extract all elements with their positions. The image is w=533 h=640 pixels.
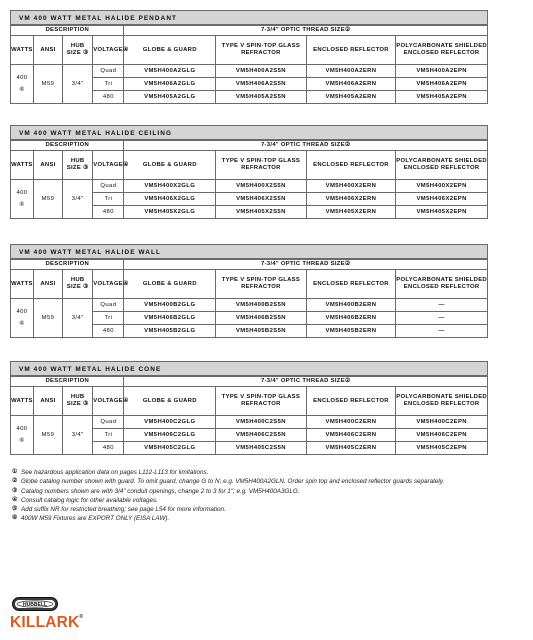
footnotes xyxy=(12,468,482,524)
hub-size-cell: 3/4" xyxy=(63,299,93,338)
enclosed-reflector-catalog-number: VM5H400C2ERN xyxy=(306,416,396,429)
enclosed-reflector-catalog-number: VM5H405C2ERN xyxy=(306,442,396,455)
footnote-2 xyxy=(12,477,482,486)
section-title: VM 400 WATT METAL HALIDE CEILING xyxy=(10,125,488,140)
footnote-number: ① xyxy=(12,469,18,475)
enclosed-reflector-catalog-number: VM5H405B2ERN xyxy=(306,325,396,338)
voltage-cell: Tri xyxy=(93,193,124,206)
spec-table xyxy=(10,25,488,104)
enclosed-reflector-header: ENCLOSED REFLECTOR xyxy=(306,387,396,416)
watts-cell: 400 ⑥ xyxy=(11,180,34,219)
description-header: DESCRIPTION xyxy=(11,260,124,270)
type-v-refractor-header: TYPE V SPIN-TOP GLASS REFRACTOR xyxy=(216,270,307,299)
hub-size-header: HUB SIZE ③ xyxy=(63,270,93,299)
voltage-cell: 480 xyxy=(93,206,124,219)
killark-wordmark: KILLARK® xyxy=(10,614,84,631)
globe-guard-catalog-number: VM5H405C2GLG xyxy=(124,442,216,455)
enclosed-reflector-header: ENCLOSED REFLECTOR xyxy=(306,36,396,65)
spec-table xyxy=(10,259,488,338)
spec-table xyxy=(10,376,488,455)
hub-size-cell: 3/4" xyxy=(63,180,93,219)
spec-table xyxy=(10,140,488,219)
hub-size-header: HUB SIZE ③ xyxy=(63,36,93,65)
footnote-text: Consult catalog logic for other available voltages. xyxy=(21,496,158,504)
polycarbonate-reflector-header: POLYCARBONATE SHIELDED ENCLOSED REFLECTOR xyxy=(396,270,488,299)
footnote-4 xyxy=(12,496,482,505)
type-v-catalog-number: VM5H405C2S5N xyxy=(216,442,307,455)
polycarbonate-catalog-number: VM5H405A2EPN xyxy=(396,91,488,104)
footnote-text: Catalog numbers shown are with 3/4" conduit openings, change 2 to 3 for 1"; e.g. VM5H400A3GLG. xyxy=(21,487,300,495)
voltage-cell: Quad xyxy=(93,180,124,193)
optic-thread-header: 7-3/4" OPTIC THREAD SIZE② xyxy=(124,141,488,151)
voltage-cell: Quad xyxy=(93,65,124,78)
voltage-cell: 480 xyxy=(93,91,124,104)
enclosed-reflector-catalog-number: VM5H400B2ERN xyxy=(306,299,396,312)
footnote-text: 400W M59 Fixtures are EXPORT ONLY (EISA LAW). xyxy=(21,515,170,523)
voltage-header: VOLTAGE④ xyxy=(93,151,124,180)
section-title: VM 400 WATT METAL HALIDE PENDANT xyxy=(10,10,488,25)
ansi-header: ANSI xyxy=(33,151,62,180)
ansi-cell: M59 xyxy=(33,65,62,104)
polycarbonate-catalog-number: — xyxy=(396,325,488,338)
svg-text:HUBBELL: HUBBELL xyxy=(23,601,47,608)
globe-guard-catalog-number: VM5H405A2GLG xyxy=(124,91,216,104)
globe-guard-catalog-number: VM5H406C2GLG xyxy=(124,429,216,442)
voltage-cell: Quad xyxy=(93,416,124,429)
type-v-catalog-number: VM5H405B2S5N xyxy=(216,325,307,338)
ansi-header: ANSI xyxy=(33,36,62,65)
table-row xyxy=(11,65,488,78)
ansi-header: ANSI xyxy=(33,270,62,299)
voltage-header: VOLTAGE④ xyxy=(93,387,124,416)
polycarbonate-catalog-number: VM5H406A2EPN xyxy=(396,78,488,91)
footnote-5 xyxy=(12,505,482,514)
globe-guard-catalog-number: VM5H406A2GLG xyxy=(124,78,216,91)
polycarbonate-catalog-number: VM5H405C2EPN xyxy=(396,442,488,455)
watts-header: WATTS xyxy=(11,387,34,416)
polycarbonate-reflector-header: POLYCARBONATE SHIELDED ENCLOSED REFLECTOR xyxy=(396,387,488,416)
watts-header: WATTS xyxy=(11,36,34,65)
globe-guard-catalog-number: VM5H405X2GLG xyxy=(124,206,216,219)
voltage-cell: Tri xyxy=(93,78,124,91)
type-v-catalog-number: VM5H400A2S5N xyxy=(216,65,307,78)
polycarbonate-catalog-number: VM5H406X2EPN xyxy=(396,193,488,206)
footnote-3 xyxy=(12,487,482,496)
globe-guard-header: GLOBE & GUARD xyxy=(124,36,216,65)
ansi-cell: M59 xyxy=(33,416,62,455)
hubbell-badge-icon xyxy=(12,597,58,611)
type-v-catalog-number: VM5H406X2S5N xyxy=(216,193,307,206)
globe-guard-header: GLOBE & GUARD xyxy=(124,387,216,416)
enclosed-reflector-catalog-number: VM5H405X2ERN xyxy=(306,206,396,219)
voltage-cell: Tri xyxy=(93,312,124,325)
fixture-section-4 xyxy=(10,361,488,455)
table-row xyxy=(11,416,488,429)
globe-guard-catalog-number: VM5H406B2GLG xyxy=(124,312,216,325)
globe-guard-catalog-number: VM5H400C2GLG xyxy=(124,416,216,429)
type-v-catalog-number: VM5H406B2S5N xyxy=(216,312,307,325)
watts-cell: 400 ⑥ xyxy=(11,299,34,338)
globe-guard-catalog-number: VM5H400B2GLG xyxy=(124,299,216,312)
type-v-catalog-number: VM5H400B2S5N xyxy=(216,299,307,312)
polycarbonate-catalog-number: VM5H400X2EPN xyxy=(396,180,488,193)
footnote-number: ⑥ xyxy=(12,515,18,522)
globe-guard-header: GLOBE & GUARD xyxy=(124,270,216,299)
polycarbonate-reflector-header: POLYCARBONATE SHIELDED ENCLOSED REFLECTOR xyxy=(396,36,488,65)
watts-header: WATTS xyxy=(11,151,34,180)
table-row xyxy=(11,299,488,312)
hub-size-header: HUB SIZE ③ xyxy=(63,387,93,416)
fixture-section-2 xyxy=(10,125,488,219)
type-v-catalog-number: VM5H400X2S5N xyxy=(216,180,307,193)
fixture-section-1 xyxy=(10,10,488,104)
globe-guard-catalog-number: VM5H405B2GLG xyxy=(124,325,216,338)
hub-size-cell: 3/4" xyxy=(63,416,93,455)
polycarbonate-catalog-number: — xyxy=(396,299,488,312)
enclosed-reflector-catalog-number: VM5H406A2ERN xyxy=(306,78,396,91)
voltage-cell: 480 xyxy=(93,325,124,338)
enclosed-reflector-catalog-number: VM5H406C2ERN xyxy=(306,429,396,442)
ansi-header: ANSI xyxy=(33,387,62,416)
optic-thread-header: 7-3/4" OPTIC THREAD SIZE② xyxy=(124,260,488,270)
enclosed-reflector-catalog-number: VM5H406X2ERN xyxy=(306,193,396,206)
description-header: DESCRIPTION xyxy=(11,141,124,151)
footnote-text: See hazardous application data on pages L112-L113 for limitations. xyxy=(21,469,209,476)
type-v-refractor-header: TYPE V SPIN-TOP GLASS REFRACTOR xyxy=(216,151,307,180)
enclosed-reflector-catalog-number: VM5H406B2ERN xyxy=(306,312,396,325)
type-v-catalog-number: VM5H400C2S5N xyxy=(216,416,307,429)
polycarbonate-catalog-number: — xyxy=(396,312,488,325)
ansi-cell: M59 xyxy=(33,299,62,338)
table-row xyxy=(11,180,488,193)
voltage-cell: Quad xyxy=(93,299,124,312)
footnote-text: Add suffix NR for restricted breathing; see page L54 for more information. xyxy=(21,506,226,514)
footnote-number: ⑤ xyxy=(12,506,18,513)
voltage-cell: 480 xyxy=(93,442,124,455)
footnote-number: ④ xyxy=(12,496,18,503)
enclosed-reflector-header: ENCLOSED REFLECTOR xyxy=(306,270,396,299)
hub-size-cell: 3/4" xyxy=(63,65,93,104)
section-title: VM 400 WATT METAL HALIDE CONE xyxy=(10,361,488,376)
footnote-1 xyxy=(12,468,482,477)
killark-logo xyxy=(10,595,110,635)
voltage-header: VOLTAGE④ xyxy=(93,270,124,299)
voltage-cell: Tri xyxy=(93,429,124,442)
enclosed-reflector-catalog-number: VM5H400X2ERN xyxy=(306,180,396,193)
ansi-cell: M59 xyxy=(33,180,62,219)
section-title: VM 400 WATT METAL HALIDE WALL xyxy=(10,244,488,259)
enclosed-reflector-catalog-number: VM5H405A2ERN xyxy=(306,91,396,104)
globe-guard-catalog-number: VM5H400A2GLG xyxy=(124,65,216,78)
globe-guard-catalog-number: VM5H400X2GLG xyxy=(124,180,216,193)
watts-header: WATTS xyxy=(11,270,34,299)
globe-guard-header: GLOBE & GUARD xyxy=(124,151,216,180)
globe-guard-catalog-number: VM5H406X2GLG xyxy=(124,193,216,206)
type-v-refractor-header: TYPE V SPIN-TOP GLASS REFRACTOR xyxy=(216,36,307,65)
type-v-catalog-number: VM5H406C2S5N xyxy=(216,429,307,442)
description-header: DESCRIPTION xyxy=(11,26,124,36)
polycarbonate-catalog-number: VM5H400C2EPN xyxy=(396,416,488,429)
enclosed-reflector-header: ENCLOSED REFLECTOR xyxy=(306,151,396,180)
description-header: DESCRIPTION xyxy=(11,377,124,387)
optic-thread-header: 7-3/4" OPTIC THREAD SIZE② xyxy=(124,26,488,36)
polycarbonate-catalog-number: VM5H406C2EPN xyxy=(396,429,488,442)
type-v-catalog-number: VM5H406A2S5N xyxy=(216,78,307,91)
footnote-text: Globe catalog number shown with guard. To omit guard, change G to N; e.g. VM5H400A2GLN. Order spin top and enclosed reflector guards separately. xyxy=(21,478,445,486)
polycarbonate-catalog-number: VM5H400A2EPN xyxy=(396,65,488,78)
hub-size-header: HUB SIZE ③ xyxy=(63,151,93,180)
fixture-section-3 xyxy=(10,244,488,338)
watts-cell: 400 ⑥ xyxy=(11,65,34,104)
footnote-number: ③ xyxy=(12,487,18,494)
type-v-catalog-number: VM5H405X2S5N xyxy=(216,206,307,219)
voltage-header: VOLTAGE④ xyxy=(93,36,124,65)
optic-thread-header: 7-3/4" OPTIC THREAD SIZE② xyxy=(124,377,488,387)
type-v-catalog-number: VM5H405A2S5N xyxy=(216,91,307,104)
enclosed-reflector-catalog-number: VM5H400A2ERN xyxy=(306,65,396,78)
polycarbonate-catalog-number: VM5H405X2EPN xyxy=(396,206,488,219)
watts-cell: 400 ⑥ xyxy=(11,416,34,455)
footnote-number: ② xyxy=(12,478,18,485)
footnote-6 xyxy=(12,514,482,523)
type-v-refractor-header: TYPE V SPIN-TOP GLASS REFRACTOR xyxy=(216,387,307,416)
polycarbonate-reflector-header: POLYCARBONATE SHIELDED ENCLOSED REFLECTOR xyxy=(396,151,488,180)
